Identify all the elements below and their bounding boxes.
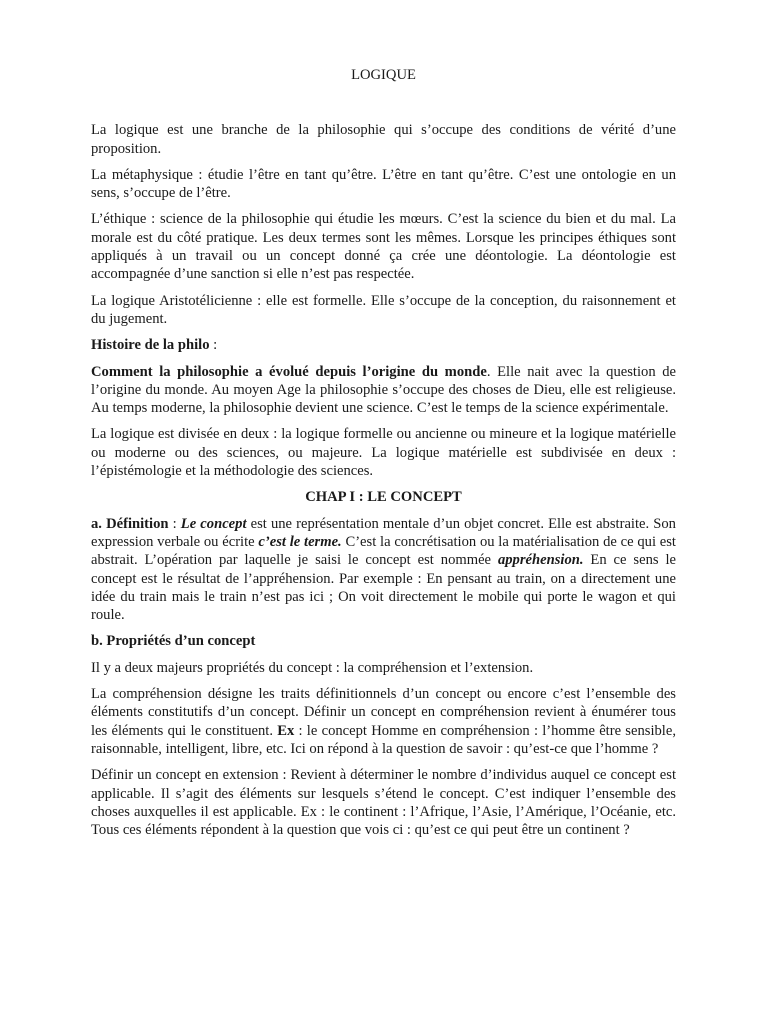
paragraph-logique-definition: La logique est une branche de la philosophie qui s’occupe des conditions de vérité d’une proposition. <box>91 122 676 157</box>
paragraph-logique-divisee: La logique est divisée en deux : la logique formelle ou ancienne ou mineure et la logique matérielle ou moderne ou des sciences, ou majeure. La logique matérielle est subdivisée en deux : l’épistémologie et la méthodologie des sciences. <box>91 426 676 480</box>
definition-term-apprehension: appréhension. <box>497 552 584 569</box>
definition-text-1: est une représentation mentale d’un objet concret. Elle est abstraite. Son expression verbale ou écrite <box>91 515 676 550</box>
definition-term-terme: c’est le terme. <box>258 533 342 550</box>
paragraph-logique-aristotelicienne: La logique Aristotélicienne : elle est formelle. Elle s’occupe de la conception, du raisonnement et du jugement. <box>91 292 676 327</box>
comprehension-text-1: La compréhension désigne les traits définitionnels d’un concept ou encore c’est l’ensemble des éléments constitutifs d’un concept. Définir un concept en compréhension revient à énumérer tous les éléments qui le constituent. <box>91 686 676 739</box>
paragraph-metaphysique: La métaphysique : étudie l’être en tant qu’être. L’être en tant qu’être. C’est une ontologie en un sens, s’occupe de l’être. <box>91 166 676 202</box>
definition-term: Le concept <box>180 515 247 532</box>
histoire-heading-text: Histoire de la philo <box>91 337 210 354</box>
chapter-heading: CHAP I : LE CONCEPT <box>305 489 462 506</box>
histoire-heading-colon: : <box>209 337 218 354</box>
document-title: LOGIQUE <box>351 67 416 83</box>
histoire-question: Comment la philosophie a évolué depuis l’origine du monde <box>91 363 487 380</box>
document-page <box>91 66 676 847</box>
comprehension-ex-label: Ex <box>277 722 295 739</box>
proprietes-heading-text: b. Propriétés d’un concept <box>91 633 256 650</box>
definition-colon: : <box>168 515 181 532</box>
section-heading-proprietes <box>91 632 676 650</box>
definition-text-3: En ce sens le concept est le résultat de l’appréhension. Par exemple : En pensant au train, on a directement une idée du train mais le train n’est pas ici ; On voit directement le mobile qui porte le wagon et qui roule. <box>91 552 676 624</box>
paragraph-extension: Définir un concept en extension : Revient à déterminer le nombre d’individus auquel ce concept est applicable. Il s’agit des éléments sur lesquels s’étend le concept. C’est indiquer l’ensemble des choses auxquelles il est applicable. Ex : le continent : l’Afrique, l’Asie, l’Amérique, l’Océanie, etc. Tous ces éléments répondent à la question que vois ci : qu’est ce qui peut être un continent ? <box>91 767 676 839</box>
paragraph-comprehension <box>91 685 676 758</box>
paragraph-ethique: L’éthique : science de la philosophie qui étudie les mœurs. C’est la science du bien et du mal. La morale est du côté pratique. Les deux termes sont les mêmes. Lorsque les principes éthiques sont appliqués à un travail ou un concept donné ça crée une déontologie. La déontologie est accompagnée d’une sanction si elle n’est pas respectée. <box>91 211 676 283</box>
definition-label: a. Définition <box>91 515 169 532</box>
histoire-text: . Elle nait avec la question de l’origine du monde. Au moyen Age la philosophie s’occupe des choses de Dieu, elle est religieuse. Au temps moderne, la philosophie devient une science. C’est le temps de la science expérimentale. <box>91 363 676 417</box>
paragraph-histoire <box>91 363 676 418</box>
definition-text-2: C’est la concrétisation ou la matérialisation de ce qui est abstrait. L’opération par laquelle je saisi le concept est nommée <box>91 533 676 569</box>
comprehension-text-2: : le concept Homme en compréhension : l’homme être sensible, raisonnable, intelligent, libre, etc. Ici on répond à la question de savoir : qu’est-ce que l’homme ? <box>91 722 676 757</box>
section-heading-histoire <box>91 336 676 354</box>
paragraph-proprietes: Il y a deux majeurs propriétés du concept : la compréhension et l’extension. <box>91 659 534 676</box>
paragraph-definition <box>91 515 676 625</box>
